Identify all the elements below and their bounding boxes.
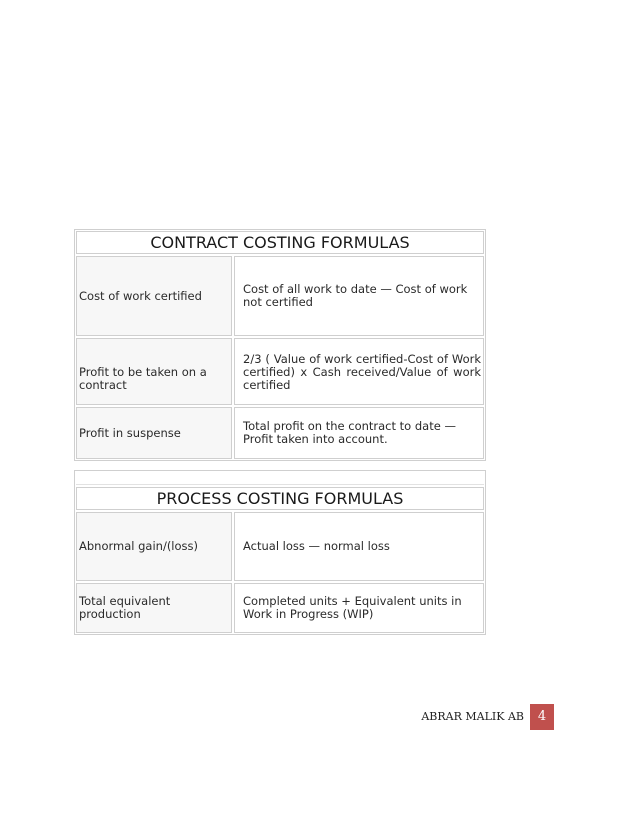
row-formula: 2/3 ( Value of work certified-Cost of Work certified) x Cash received/Value of work certified	[234, 338, 484, 405]
contract-table-title: CONTRACT COSTING FORMULAS	[76, 231, 484, 254]
process-costing-table	[74, 470, 486, 635]
process-table-title: PROCESS COSTING FORMULAS	[76, 487, 484, 510]
row-label: Profit in suspense	[76, 407, 232, 459]
row-label: Profit to be taken on a contract	[76, 338, 232, 405]
page-number-badge: 4	[530, 704, 554, 730]
row-label: Abnormal gain/(loss)	[76, 512, 232, 581]
table-row	[76, 256, 484, 336]
table-row	[76, 512, 484, 581]
row-formula: Total profit on the contract to date — Profit taken into account.	[234, 407, 484, 459]
footer-author: ABRAR MALIK AB	[421, 710, 524, 723]
row-formula: Cost of all work to date — Cost of work not certified	[234, 256, 484, 336]
contract-costing-table	[74, 229, 486, 461]
table-row	[76, 583, 484, 633]
table-top-spacer	[76, 472, 484, 485]
row-formula: Actual loss — normal loss	[234, 512, 484, 581]
row-label: Total equivalent production	[76, 583, 232, 633]
row-formula: Completed units + Equivalent units in Work in Progress (WIP)	[234, 583, 484, 633]
table-row	[76, 407, 484, 459]
row-label: Cost of work certified	[76, 256, 232, 336]
table-row	[76, 338, 484, 405]
